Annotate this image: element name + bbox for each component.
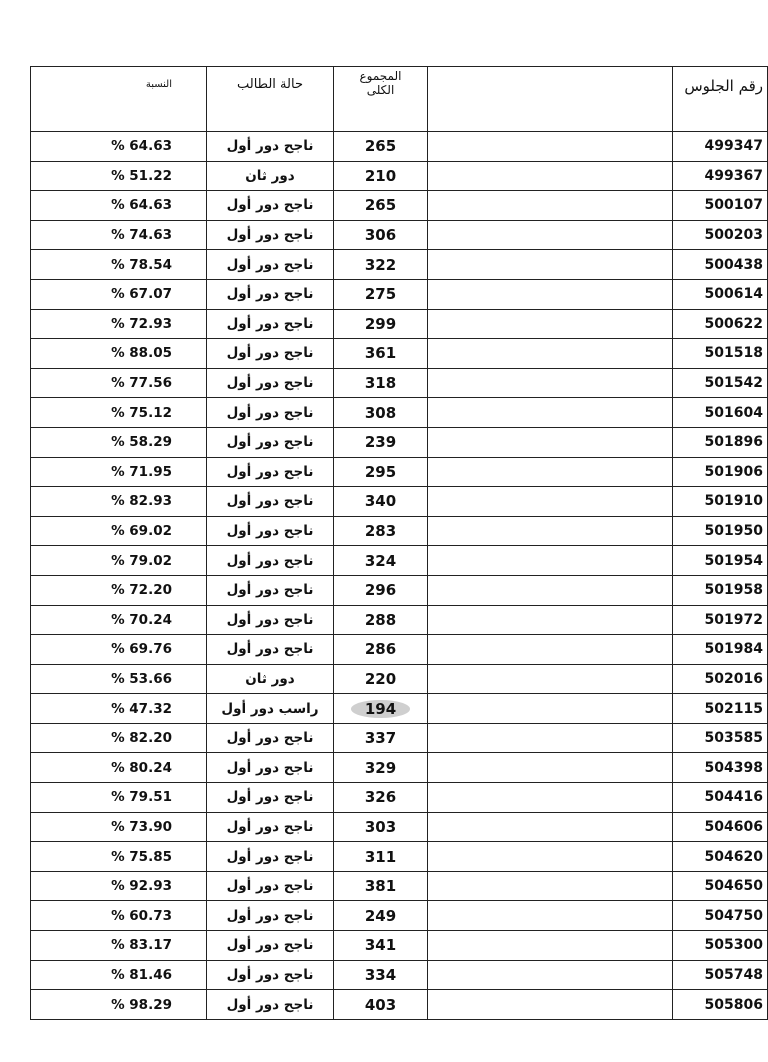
percentage-cell: % 79.02 (31, 546, 207, 576)
seat-number-cell: 501518 (673, 339, 768, 369)
table-header (31, 67, 768, 132)
percentage-cell: % 75.85 (31, 842, 207, 872)
percentage-cell: % 53.66 (31, 664, 207, 694)
status-cell: ناجح دور أول (207, 132, 334, 162)
percentage-cell: % 72.20 (31, 575, 207, 605)
table-row (31, 783, 768, 813)
empty-cell (428, 901, 673, 931)
status-cell: ناجح دور أول (207, 783, 334, 813)
seat-number-cell: 503585 (673, 723, 768, 753)
header-status: حالة الطالب (207, 67, 334, 132)
seat-number-cell: 501954 (673, 546, 768, 576)
seat-number-cell: 501906 (673, 457, 768, 487)
table-row (31, 309, 768, 339)
table-row (31, 516, 768, 546)
table-body (31, 132, 768, 1020)
results-table (30, 66, 768, 1020)
status-cell: ناجح دور أول (207, 871, 334, 901)
status-cell: ناجح دور أول (207, 279, 334, 309)
total-cell: 296 (334, 575, 428, 605)
highlighted-total: 194 (351, 700, 410, 718)
seat-number-cell: 504398 (673, 753, 768, 783)
percentage-cell: % 78.54 (31, 250, 207, 280)
total-cell: 361 (334, 339, 428, 369)
total-cell: 337 (334, 723, 428, 753)
total-cell: 329 (334, 753, 428, 783)
seat-number-cell: 504606 (673, 812, 768, 842)
table-row (31, 339, 768, 369)
percentage-cell: % 80.24 (31, 753, 207, 783)
percentage-cell: % 64.63 (31, 132, 207, 162)
table-row (31, 694, 768, 724)
seat-number-cell: 499367 (673, 161, 768, 191)
empty-cell (428, 398, 673, 428)
header-total (334, 67, 428, 132)
header-total-line2: الكلى (366, 83, 395, 97)
table-row (31, 635, 768, 665)
status-cell: ناجح دور أول (207, 220, 334, 250)
seat-number-cell: 502115 (673, 694, 768, 724)
table-row (31, 723, 768, 753)
empty-cell (428, 487, 673, 517)
percentage-cell: % 60.73 (31, 901, 207, 931)
table-row (31, 457, 768, 487)
percentage-cell: % 81.46 (31, 960, 207, 990)
status-cell: ناجح دور أول (207, 546, 334, 576)
percentage-cell: % 77.56 (31, 368, 207, 398)
total-cell: 326 (334, 783, 428, 813)
seat-number-cell: 501950 (673, 516, 768, 546)
status-cell: ناجح دور أول (207, 575, 334, 605)
table-row (31, 191, 768, 221)
table-row (31, 546, 768, 576)
percentage-cell: % 98.29 (31, 990, 207, 1020)
table-row (31, 575, 768, 605)
status-cell: ناجح دور أول (207, 990, 334, 1020)
table-row (31, 487, 768, 517)
empty-cell (428, 842, 673, 872)
percentage-cell: % 69.02 (31, 516, 207, 546)
empty-cell (428, 132, 673, 162)
percentage-cell: % 70.24 (31, 605, 207, 635)
status-cell: راسب دور أول (207, 694, 334, 724)
empty-cell (428, 250, 673, 280)
percentage-cell: % 51.22 (31, 161, 207, 191)
empty-cell (428, 191, 673, 221)
header-total-line1: المجموع (359, 69, 402, 83)
total-cell: 324 (334, 546, 428, 576)
table-row (31, 664, 768, 694)
seat-number-cell: 505748 (673, 960, 768, 990)
seat-number-cell: 501604 (673, 398, 768, 428)
empty-cell (428, 457, 673, 487)
total-cell: 318 (334, 368, 428, 398)
table-row (31, 842, 768, 872)
empty-cell (428, 723, 673, 753)
total-cell: 265 (334, 132, 428, 162)
seat-number-cell: 501972 (673, 605, 768, 635)
table-row (31, 931, 768, 961)
empty-cell (428, 546, 673, 576)
seat-number-cell: 501910 (673, 487, 768, 517)
total-cell: 299 (334, 309, 428, 339)
empty-cell (428, 279, 673, 309)
percentage-cell: % 82.20 (31, 723, 207, 753)
percentage-cell: % 58.29 (31, 427, 207, 457)
total-cell: 265 (334, 191, 428, 221)
header-row (31, 67, 768, 132)
empty-cell (428, 220, 673, 250)
table-row (31, 368, 768, 398)
seat-number-cell: 501958 (673, 575, 768, 605)
total-cell: 308 (334, 398, 428, 428)
table-row (31, 812, 768, 842)
seat-number-cell: 502016 (673, 664, 768, 694)
table-row (31, 220, 768, 250)
seat-number-cell: 504750 (673, 901, 768, 931)
table-row (31, 161, 768, 191)
empty-cell (428, 931, 673, 961)
percentage-cell: % 92.93 (31, 871, 207, 901)
empty-cell (428, 635, 673, 665)
total-cell: 286 (334, 635, 428, 665)
total-cell: 340 (334, 487, 428, 517)
status-cell: ناجح دور أول (207, 250, 334, 280)
status-cell: ناجح دور أول (207, 309, 334, 339)
status-cell: ناجح دور أول (207, 605, 334, 635)
seat-number-cell: 504620 (673, 842, 768, 872)
percentage-cell: % 67.07 (31, 279, 207, 309)
seat-number-cell: 500107 (673, 191, 768, 221)
empty-cell (428, 871, 673, 901)
empty-cell (428, 339, 673, 369)
table-row (31, 901, 768, 931)
percentage-cell: % 75.12 (31, 398, 207, 428)
total-cell: 403 (334, 990, 428, 1020)
status-cell: ناجح دور أول (207, 516, 334, 546)
seat-number-cell: 501984 (673, 635, 768, 665)
table-row (31, 250, 768, 280)
total-cell: 322 (334, 250, 428, 280)
total-cell: 303 (334, 812, 428, 842)
table-row (31, 132, 768, 162)
empty-cell (428, 309, 673, 339)
table-row (31, 279, 768, 309)
total-cell: 311 (334, 842, 428, 872)
table-row (31, 605, 768, 635)
empty-cell (428, 575, 673, 605)
status-cell: ناجح دور أول (207, 960, 334, 990)
seat-number-cell: 504650 (673, 871, 768, 901)
empty-cell (428, 694, 673, 724)
status-cell: ناجح دور أول (207, 812, 334, 842)
status-cell: ناجح دور أول (207, 339, 334, 369)
percentage-cell: % 83.17 (31, 931, 207, 961)
header-seat-number: رقم الجلوس (673, 67, 768, 132)
table-row (31, 960, 768, 990)
status-cell: ناجح دور أول (207, 635, 334, 665)
percentage-cell: % 69.76 (31, 635, 207, 665)
empty-cell (428, 516, 673, 546)
total-cell: 210 (334, 161, 428, 191)
percentage-cell: % 71.95 (31, 457, 207, 487)
seat-number-cell: 505806 (673, 990, 768, 1020)
percentage-cell: % 79.51 (31, 783, 207, 813)
total-cell: 249 (334, 901, 428, 931)
status-cell: ناجح دور أول (207, 901, 334, 931)
empty-cell (428, 990, 673, 1020)
percentage-cell: % 72.93 (31, 309, 207, 339)
empty-cell (428, 960, 673, 990)
percentage-cell: % 82.93 (31, 487, 207, 517)
status-cell: ناجح دور أول (207, 368, 334, 398)
status-cell: دور ثان (207, 664, 334, 694)
seat-number-cell: 501542 (673, 368, 768, 398)
status-cell: ناجح دور أول (207, 398, 334, 428)
table-row (31, 871, 768, 901)
table-row (31, 398, 768, 428)
status-cell: ناجح دور أول (207, 427, 334, 457)
total-cell: 341 (334, 931, 428, 961)
total-cell: 283 (334, 516, 428, 546)
status-cell: ناجح دور أول (207, 723, 334, 753)
total-cell: 220 (334, 664, 428, 694)
seat-number-cell: 500438 (673, 250, 768, 280)
percentage-cell: % 73.90 (31, 812, 207, 842)
total-cell: 288 (334, 605, 428, 635)
status-cell: ناجح دور أول (207, 931, 334, 961)
status-cell: ناجح دور أول (207, 457, 334, 487)
status-cell: ناجح دور أول (207, 842, 334, 872)
status-cell: ناجح دور أول (207, 487, 334, 517)
empty-cell (428, 161, 673, 191)
empty-cell (428, 605, 673, 635)
seat-number-cell: 500622 (673, 309, 768, 339)
total-cell: 381 (334, 871, 428, 901)
total-cell: 334 (334, 960, 428, 990)
total-cell: 295 (334, 457, 428, 487)
percentage-cell: % 47.32 (31, 694, 207, 724)
table-row (31, 753, 768, 783)
table-row (31, 427, 768, 457)
header-percentage: النسبة (31, 67, 207, 132)
status-cell: دور ثان (207, 161, 334, 191)
empty-cell (428, 783, 673, 813)
seat-number-cell: 499347 (673, 132, 768, 162)
empty-cell (428, 664, 673, 694)
seat-number-cell: 505300 (673, 931, 768, 961)
total-cell (334, 694, 428, 724)
total-cell: 239 (334, 427, 428, 457)
seat-number-cell: 504416 (673, 783, 768, 813)
empty-cell (428, 427, 673, 457)
header-empty (428, 67, 673, 132)
empty-cell (428, 368, 673, 398)
seat-number-cell: 501896 (673, 427, 768, 457)
status-cell: ناجح دور أول (207, 191, 334, 221)
percentage-cell: % 74.63 (31, 220, 207, 250)
total-cell: 306 (334, 220, 428, 250)
status-cell: ناجح دور أول (207, 753, 334, 783)
empty-cell (428, 753, 673, 783)
seat-number-cell: 500203 (673, 220, 768, 250)
percentage-cell: % 88.05 (31, 339, 207, 369)
table-row (31, 990, 768, 1020)
empty-cell (428, 812, 673, 842)
seat-number-cell: 500614 (673, 279, 768, 309)
percentage-cell: % 64.63 (31, 191, 207, 221)
total-cell: 275 (334, 279, 428, 309)
